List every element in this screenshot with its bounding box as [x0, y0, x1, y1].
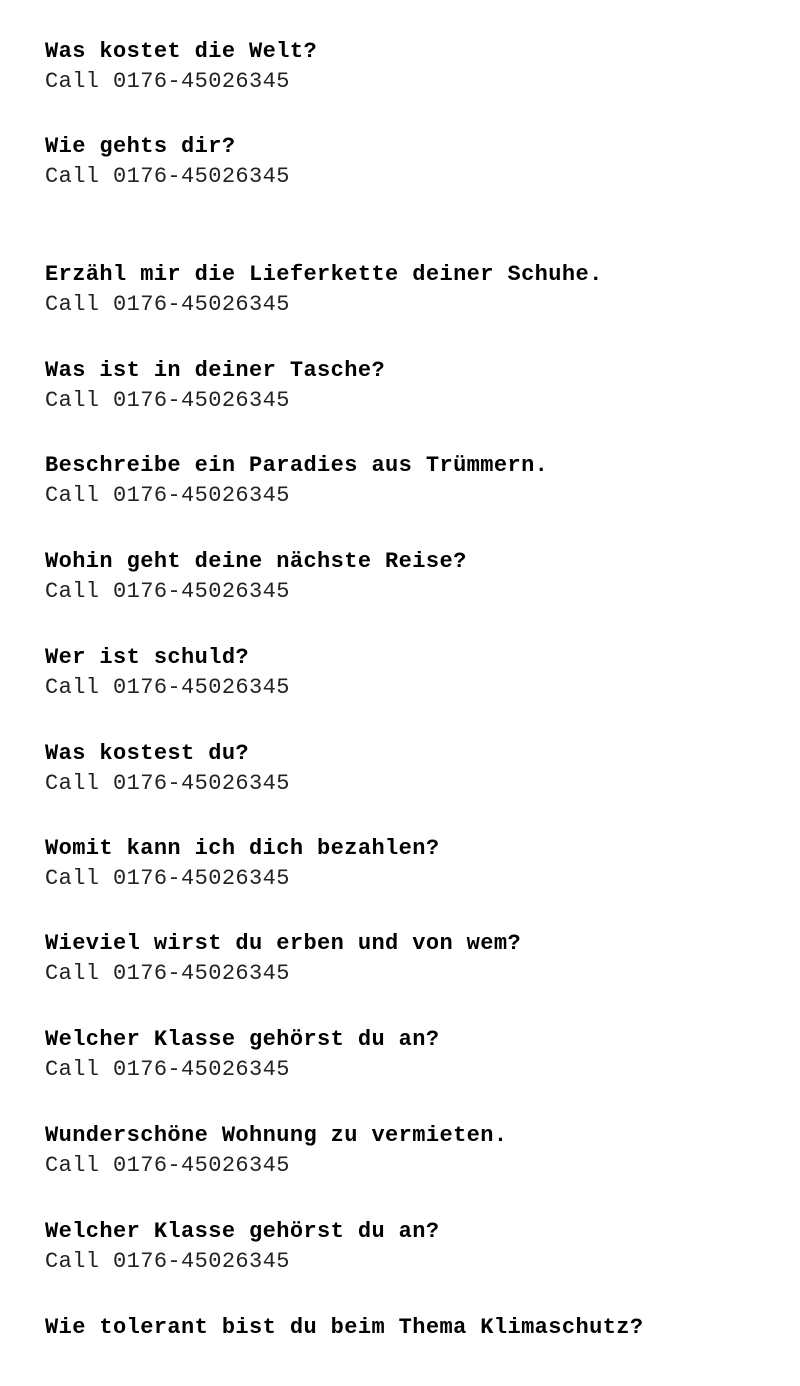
- entry-7: [45, 739, 290, 799]
- entry-11: [45, 1121, 507, 1181]
- entry-question: Erzähl mir die Lieferkette deiner Schuhe.: [45, 262, 603, 287]
- entry-9: [45, 929, 521, 989]
- entry-call: Call 0176-45026345: [45, 388, 290, 413]
- entry-12: [45, 1217, 439, 1277]
- entry-call: Call 0176-45026345: [45, 164, 290, 189]
- entry-question: Welcher Klasse gehörst du an?: [45, 1219, 440, 1244]
- entry-call: Call 0176-45026345: [45, 579, 290, 604]
- entry-question: Wunderschöne Wohnung zu vermieten.: [45, 1123, 508, 1148]
- entry-13: [45, 1313, 644, 1343]
- entry-call: Call 0176-45026345: [45, 771, 290, 796]
- entry-6: [45, 643, 290, 703]
- entry-question: Wohin geht deine nächste Reise?: [45, 549, 467, 574]
- entry-call: Call 0176-45026345: [45, 961, 290, 986]
- entry-call: Call 0176-45026345: [45, 675, 290, 700]
- entry-question: Was kostest du?: [45, 741, 250, 766]
- entry-3: [45, 356, 385, 416]
- entry-question: Was kostet die Welt?: [45, 39, 318, 64]
- entry-question: Wie tolerant bist du beim Thema Klimaschutz?: [45, 1315, 644, 1340]
- entry-question: Beschreibe ein Paradies aus Trümmern.: [45, 453, 549, 478]
- entry-question: Wie gehts dir?: [45, 134, 236, 159]
- entry-1: [45, 132, 290, 192]
- entry-call: Call 0176-45026345: [45, 483, 290, 508]
- entry-call: Call 0176-45026345: [45, 1153, 290, 1178]
- entry-call: Call 0176-45026345: [45, 866, 290, 891]
- entry-question: Welcher Klasse gehörst du an?: [45, 1027, 440, 1052]
- entry-question: Wer ist schuld?: [45, 645, 250, 670]
- entry-2: [45, 260, 603, 320]
- entry-8: [45, 834, 439, 894]
- entry-question: Wieviel wirst du erben und von wem?: [45, 931, 522, 956]
- entry-question: Womit kann ich dich bezahlen?: [45, 836, 440, 861]
- entry-0: [45, 37, 317, 97]
- entry-call: Call 0176-45026345: [45, 292, 290, 317]
- entry-5: [45, 547, 467, 607]
- entry-call: Call 0176-45026345: [45, 69, 290, 94]
- entry-10: [45, 1025, 439, 1085]
- entry-call: Call 0176-45026345: [45, 1057, 290, 1082]
- entry-4: [45, 451, 548, 511]
- entry-call: Call 0176-45026345: [45, 1249, 290, 1274]
- entry-question: Was ist in deiner Tasche?: [45, 358, 386, 383]
